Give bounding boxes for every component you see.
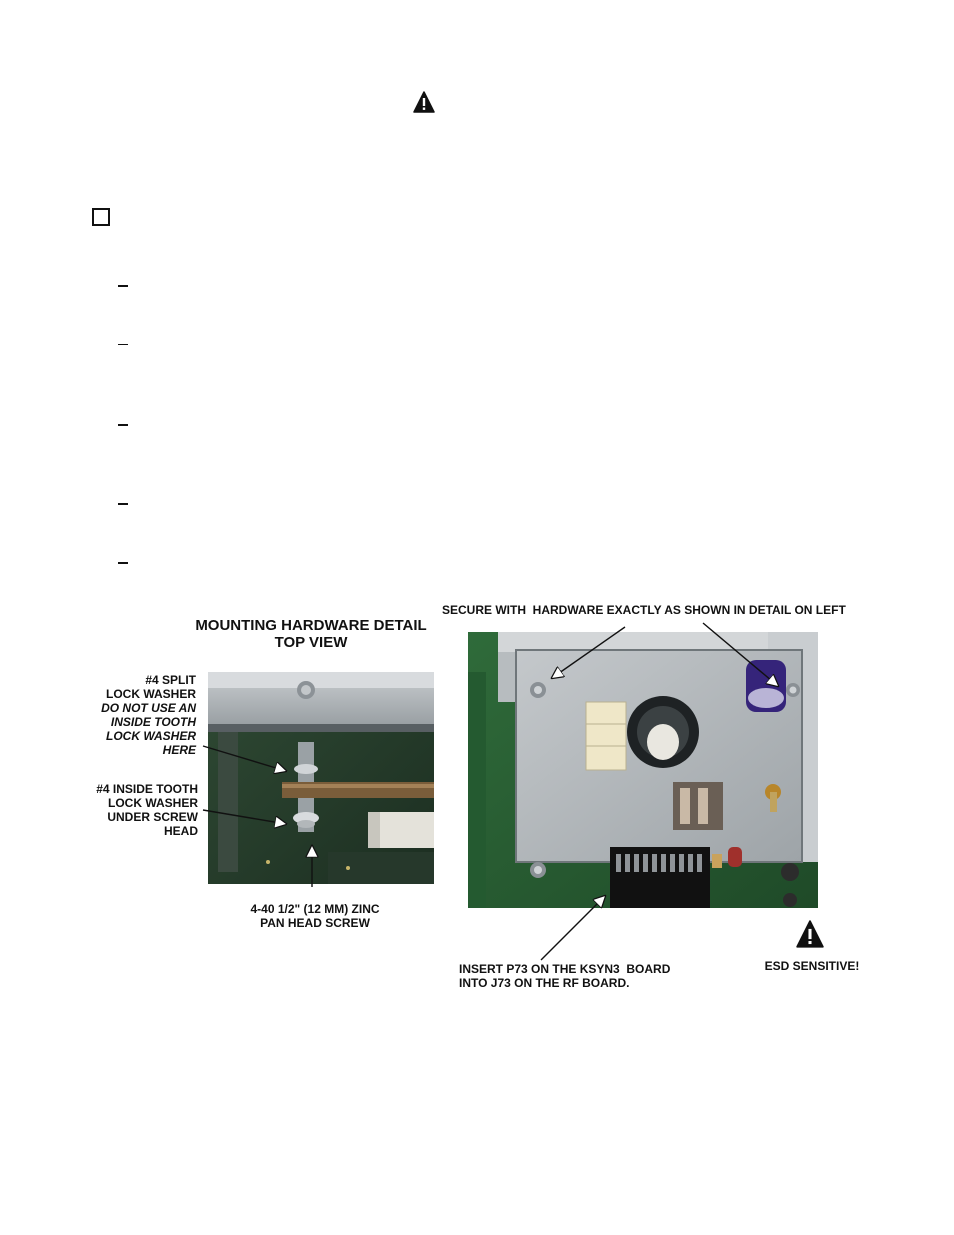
screw-label (220, 902, 410, 930)
inside-washer-line1: #4 INSIDE TOOTH (96, 782, 198, 796)
split-washer-line4: INSIDE TOOTH (110, 715, 196, 729)
inside-washer-line3: UNDER SCREW (107, 810, 198, 824)
detail-title-line2: TOP VIEW (274, 634, 348, 651)
insert-line2: INTO J73 ON THE RF BOARD. (459, 976, 630, 990)
insert-connector-label (459, 962, 719, 990)
inside-washer-line2: LOCK WASHER (108, 796, 198, 810)
screw-line2: PAN HEAD SCREW (260, 916, 370, 930)
secure-hardware-label: SECURE WITH HARDWARE EXACTLY AS SHOWN IN DETAIL ON LEFT (442, 603, 846, 617)
mounting-hardware-photo (208, 672, 434, 884)
warning-triangle-icon (413, 91, 435, 113)
substep-dash (118, 562, 128, 564)
split-washer-line2: LOCK WASHER (106, 687, 196, 701)
insert-line1: INSERT P73 ON THE KSYN3 BOARD (459, 962, 671, 976)
rf-board-photo (468, 632, 818, 908)
split-washer-line6: HERE (162, 743, 196, 757)
split-washer-label (60, 673, 196, 757)
substep-dash (118, 424, 128, 426)
esd-warning-icon (796, 920, 824, 948)
substep-dash (118, 285, 128, 287)
detail-title (185, 617, 437, 651)
substep-dash (118, 344, 128, 345)
esd-sensitive-label: ESD SENSITIVE! (764, 959, 860, 973)
step-checkbox[interactable] (92, 208, 110, 226)
inside-washer-line4: HEAD (163, 824, 198, 838)
split-washer-line1: #4 SPLIT (145, 673, 196, 687)
split-washer-line3: DO NOT USE AN (101, 701, 196, 715)
substep-dash (118, 503, 128, 505)
detail-title-line1: MOUNTING HARDWARE DETAIL (195, 617, 427, 634)
split-washer-line5: LOCK WASHER (106, 729, 196, 743)
inside-washer-label (60, 782, 198, 838)
screw-line1: 4-40 1/2" (12 MM) ZINC (250, 902, 380, 916)
